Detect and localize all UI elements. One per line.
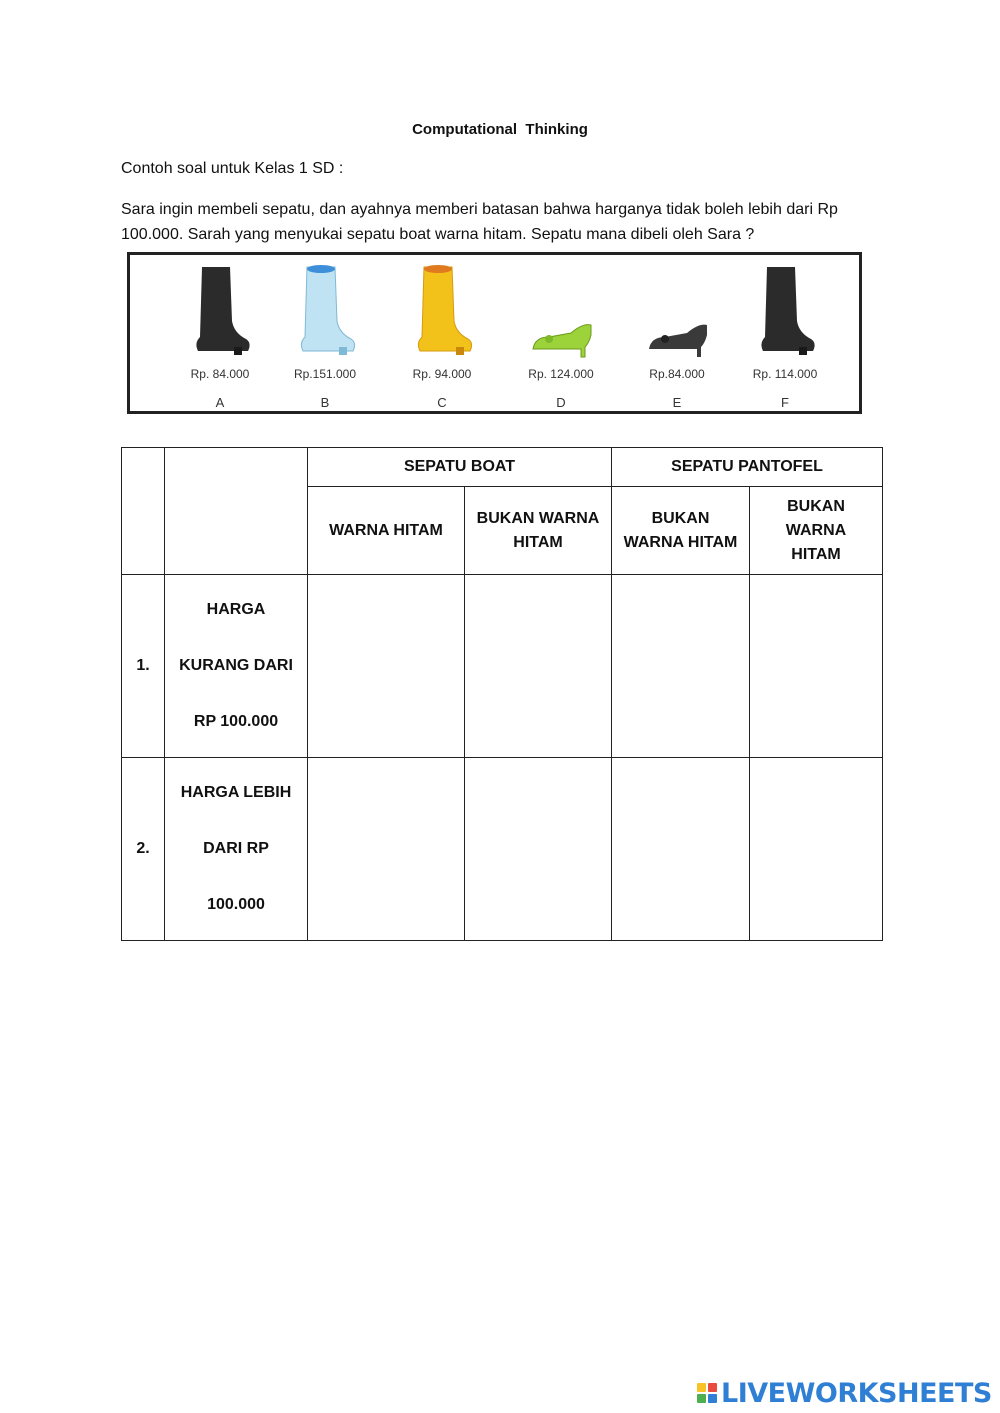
row-label-line: HARGA [206,601,266,618]
logo-mark-icon [697,1383,717,1403]
logo-text: LIVEWORKSHEETS [721,1377,992,1409]
subheader-line: BUKAN [651,509,710,527]
shoe-option-c [387,255,497,411]
subheader-boot-not-black [465,487,612,575]
row-label-line: KURANG DARI [179,657,293,674]
shoe-letter: A [215,395,225,410]
answer-cell[interactable] [465,758,612,941]
subheader-line: WARNA HITAM [329,521,443,539]
shoe-letter: B [320,395,330,410]
document-title: Computational Thinking [412,121,588,138]
shoe-option-e [622,255,732,411]
shoe-options-panel [127,252,862,414]
shoe-letter: F [781,395,789,410]
answer-cell[interactable] [308,575,465,758]
pump-icon [647,263,711,359]
subheader-line: HITAM [791,545,841,563]
table-row [122,758,883,941]
shoe-price: Rp.151.000 [293,367,357,381]
shoe-price: Rp. 114.000 [752,367,818,381]
subheader-boot-black [308,487,465,575]
classification-table [121,447,883,941]
liveworksheets-logo [697,1376,992,1410]
header-sepatu-pantofel: SEPATU PANTOFEL [612,448,883,487]
table-row [122,575,883,758]
row-label [165,758,308,941]
answer-cell[interactable] [750,575,883,758]
shoe-price: Rp.84.000 [649,367,705,381]
shoe-option-f [730,255,840,411]
shoe-price: Rp. 94.000 [412,367,472,381]
shoe-option-b [270,255,380,411]
shoe-letter: C [437,395,447,410]
row-label-line: RP 100.000 [193,713,279,730]
answer-cell[interactable] [750,758,883,941]
boot-icon [755,263,819,359]
answer-cell[interactable] [465,575,612,758]
answer-cell[interactable] [308,758,465,941]
table-corner-num [122,448,165,575]
answer-cell[interactable] [612,758,750,941]
subheader-line: HITAM [513,533,563,551]
row-label-line: DARI RP [203,840,269,857]
shoe-letter: D [556,395,566,410]
header-sepatu-boat: SEPATU BOAT [308,448,612,487]
row-label-line: 100.000 [207,896,265,913]
subheader-line: WARNA HITAM [623,533,738,551]
subheader-line: BUKAN [787,497,845,515]
row-label [165,575,308,758]
row-number: 2. [122,758,165,941]
boot-icon [295,263,359,359]
shoe-letter: E [672,395,682,410]
pump-icon [531,263,595,359]
question-text: Sara ingin membeli sepatu, dan ayahnya memberi batasan bahwa harganya tidak boleh lebih dari Rp 100.000. Sarah yang menyukai sepatu boat warna hitam. Sepatu mana dibeli oleh Sara ? [121,201,838,243]
row-number: 1. [122,575,165,758]
shoe-option-a [165,255,275,411]
row-label-line: HARGA LEBIH [180,784,292,801]
subheader-pantofel-not-black-2 [750,487,883,575]
boot-icon [412,263,476,359]
boot-icon [190,263,254,359]
subheader-pantofel-not-black-1 [612,487,750,575]
answer-cell[interactable] [612,575,750,758]
shoe-price: Rp. 124.000 [528,367,594,381]
shoe-price: Rp. 84.000 [190,367,250,381]
subheader-line: BUKAN WARNA [476,509,600,527]
table-corner-label [165,448,308,575]
shoe-option-d [506,255,616,411]
subheader-line: WARNA [785,521,847,539]
document-subtitle: Contoh soal untuk Kelas 1 SD : [121,160,344,177]
